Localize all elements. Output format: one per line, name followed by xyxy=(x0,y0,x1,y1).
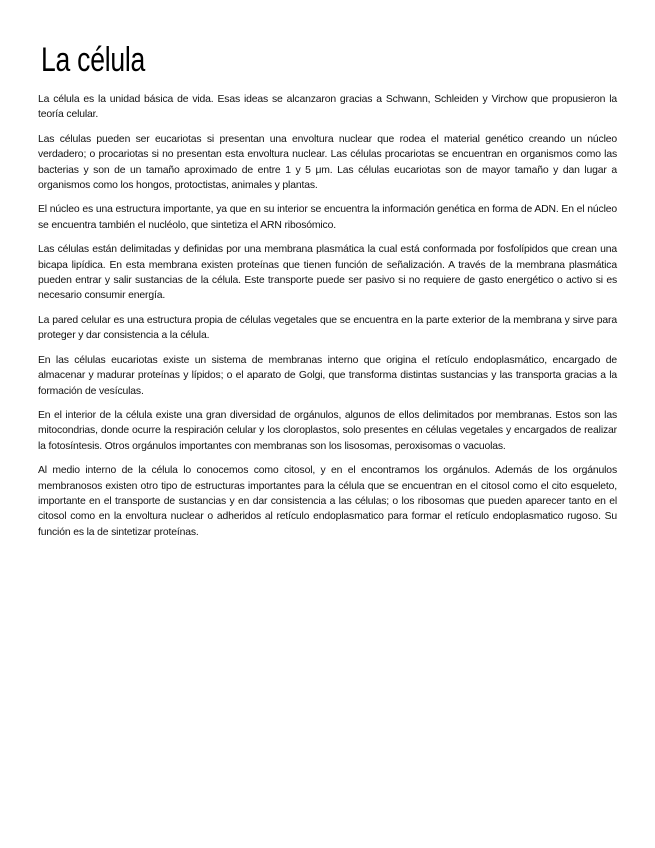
paragraph-5: La pared celular es una estructura propia de células vegetales que se encuentra en la parte exterior de la membrana y sirve para proteger y dar consistencia a la célula. xyxy=(38,314,617,342)
paragraph-4: Las células están delimitadas y definidas por una membrana plasmática la cual está conformada por fosfolípidos que crean una bicapa lipídica. En esta membrana existen proteínas que tienen función de señalización. A través de la membrana plasmática pueden entrar y salir sustancias de la célula. Este transporte puede ser pasivo si no requiere de gasto energético o activo si es necesario consumir energía. xyxy=(38,244,617,302)
document-title: La célula xyxy=(41,41,146,79)
paragraph-8: Al medio interno de la célula lo conocemos como citosol, y en el encontramos los orgánulos. Además de los orgánulos membranosos existen otro tipo de estructuras importantes para la célula que se encuentran en el citosol como el cito esqueleto, importante en el transporte de sustancias y en dar consistencia a las células; o los ribosomas que pueden aparecer tanto en el citosol como en la envoltura nuclear o adheridos al retículo endoplasmatico para formar el retículo endoplasmatico rugoso. Su función es la de sintetizar proteínas. xyxy=(38,465,617,538)
paragraph-7: En el interior de la célula existe una gran diversidad de orgánulos, algunos de ellos delimitados por membranas. Estos son las mitocondrias, donde ocurre la respiración celular y los cloroplastos, solo presentes en células vegetales y encargados de realizar la fotosíntesis. Otros orgánulos importantes con membranas son los lisosomas, peroxisomas o vacuolas. xyxy=(38,409,617,452)
paragraph-3: El núcleo es una estructura importante, ya que en su interior se encuentra la información genética en forma de ADN. En el núcleo se encuentra también el nucléolo, que sintetiza el ARN ribosómico. xyxy=(38,204,617,231)
document-body xyxy=(38,92,617,540)
document-page xyxy=(38,38,617,549)
paragraph-2: Las células pueden ser eucariotas si presentan una envoltura nuclear que rodea el material genético creando un núcleo verdadero; o procariotas si no presentan esta envoltura nuclear. Las células procariotas se encuentran en organismos como las bacterias y son de un tamaño aproximado de entre 1 y 5 μm. Las células eucariotas son de mayor tamaño y dan lugar a organismos como los hongos, protoctistas, animales y plantas. xyxy=(38,133,617,192)
paragraph-1: La célula es la unidad básica de vida. Esas ideas se alcanzaron gracias a Schwann, Schleiden y Virchow que propusieron la teoría celular. xyxy=(38,94,617,121)
paragraph-6: En las células eucariotas existe un sistema de membranas interno que origina el retículo endoplasmático, encargado de almacenar y madurar proteínas y lípidos; o el aparato de Golgi, que transforma distintas sustancias y las transporta gracias a la formación de vesículas. xyxy=(38,354,617,397)
